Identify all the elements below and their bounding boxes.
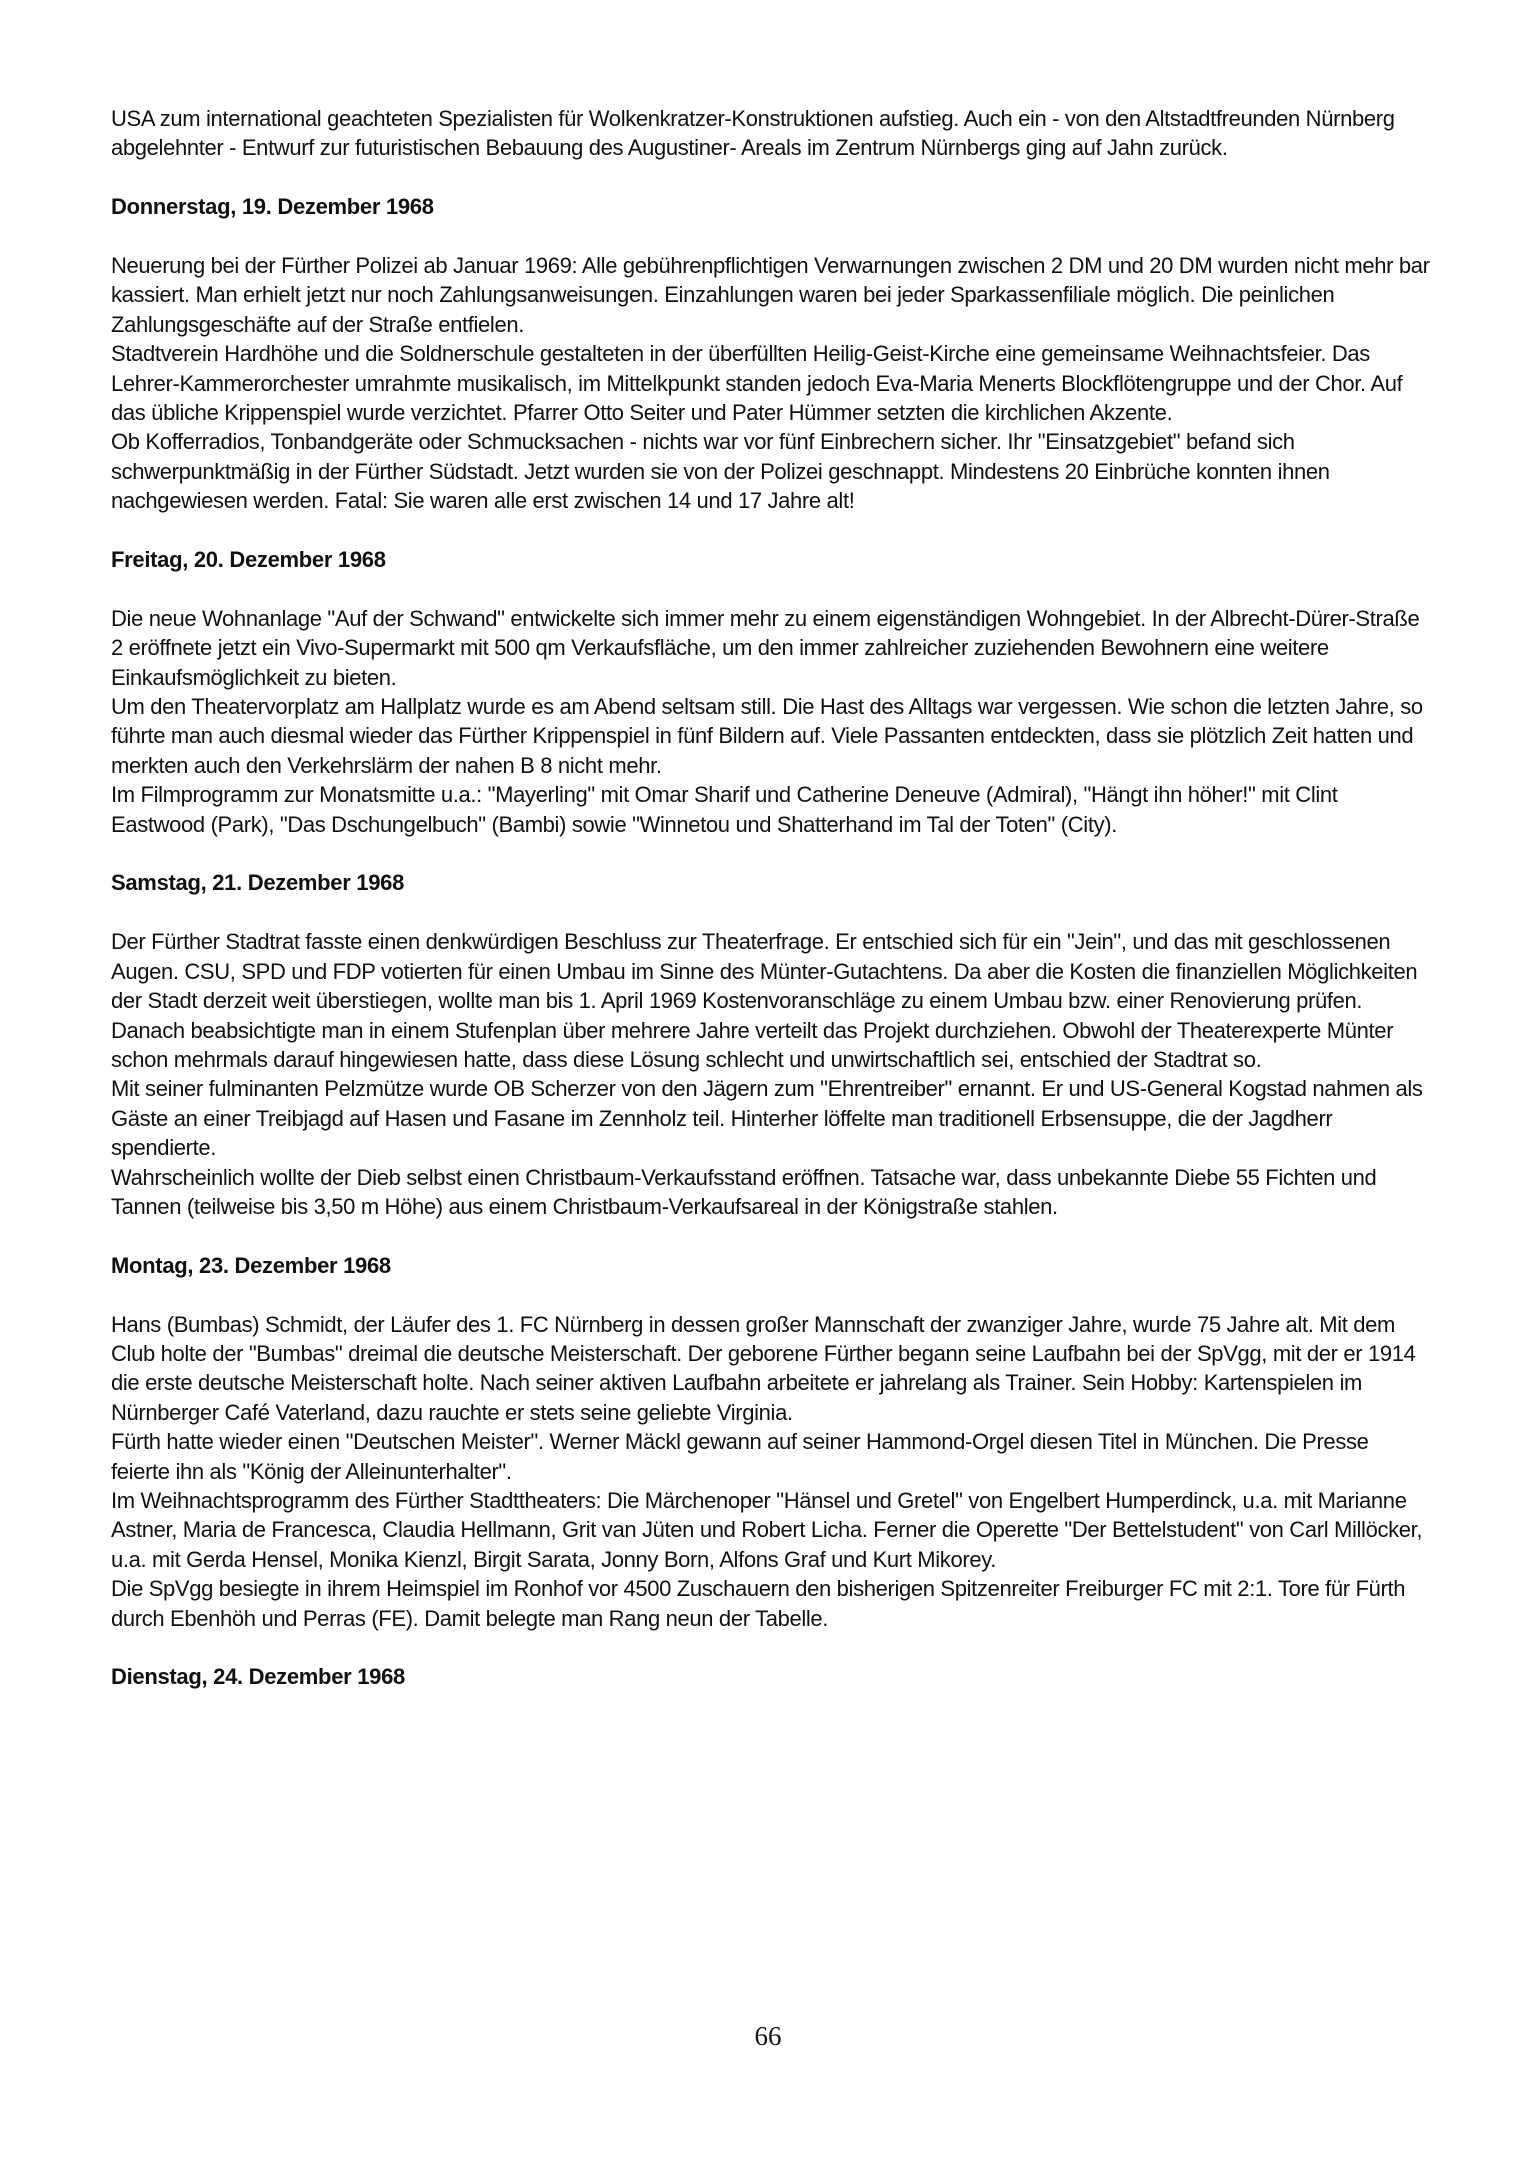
paragraph: Der Fürther Stadtrat fasste einen denkwürdigen Beschluss zur Theaterfrage. Er entschied sich für ein "Jein", und das mit geschlossenen Augen. CSU, SPD und FDP votierten für einen Umbau im Sinne des Münter-Gutachtens. Da aber die Kosten die finanziellen Möglichkeiten der Stadt derzeit weit überstiegen, wollte man bis 1. April 1969 Kostenvoranschläge zu einem Umbau bzw. einer Renovierung prüfen. Danach beabsichtigte man in einem Stufenplan über mehrere Jahre verteilt das Projekt durchziehen. Obwohl der Theaterexperte Münter schon mehrmals darauf hingewiesen hatte, dass diese Lösung schlecht und unwirtschaftlich sei, entschied der Stadtrat so. (111, 929, 1418, 1072)
paragraph: Im Weihnachtsprogramm des Fürther Stadttheaters: Die Märchenoper "Hänsel und Gretel" von Engelbert Humperdinck, u.a. mit Marianne Astner, Maria de Francesca, Claudia Hellmann, Grit van Jüten und Robert Licha. Ferner die Operette "Der Bettelstudent" von Carl Millöcker, u.a. mit Gerda Hensel, Monika Kienzl, Birgit Sarata, Jonny Born, Alfons Graf und Kurt Mikorey. (111, 1487, 1423, 1572)
section-24-dezember (111, 1662, 1431, 1691)
section-body (111, 604, 1431, 839)
section-body (111, 1310, 1431, 1633)
section-body (111, 927, 1431, 1221)
paragraph: Neuerung bei der Fürther Polizei ab Januar 1969: Alle gebührenpflichtigen Verwarnungen zwischen 2 DM und 20 DM wurden nicht mehr bar kassiert. Man erhielt jetzt nur noch Zahlungsanweisungen. Einzahlungen waren bei jeder Sparkassenfiliale möglich. Die peinlichen Zahlungsgeschäfte auf der Straße entfielen. (111, 253, 1430, 337)
paragraph: Die neue Wohnanlage "Auf der Schwand" entwickelte sich immer mehr zu einem eigenständigen Wohngebiet. In der Albrecht-Dürer-Straße 2 eröffnete jetzt ein Vivo-Supermarkt mit 500 qm Verkaufsfläche, um den immer zahlreicher zuziehenden Bewohnern eine weitere Einkaufsmöglichkeit zu bieten. (111, 605, 1420, 690)
paragraph: Um den Theatervorplatz am Hallplatz wurde es am Abend seltsam still. Die Hast des Alltags war vergessen. Wie schon die letzten Jahre, so führte man auch diesmal wieder das Fürther Krippenspiel in fünf Bildern auf. Viele Passanten entdeckten, dass sie plötzlich Zeit hatten und merkten auch den Verkehrslärm der nahen B 8 nicht mehr. (111, 694, 1423, 778)
date-heading: Dienstag, 24. Dezember 1968 (111, 1664, 405, 1690)
intro-paragraph (111, 104, 1431, 163)
date-heading: Donnerstag, 19. Dezember 1968 (111, 194, 434, 220)
date-heading: Samstag, 21. Dezember 1968 (111, 870, 405, 896)
section-19-dezember (111, 192, 1431, 515)
paragraph: Hans (Bumbas) Schmidt, der Läufer des 1. FC Nürnberg in dessen großer Mannschaft der zwanziger Jahre, wurde 75 Jahre alt. Mit dem Club holte der "Bumbas" dreimal die deutsche Meisterschaft. Der geborene Fürther begann seine Laufbahn bei der SpVgg, mit der er 1914 die erste deutsche Meisterschaft holte. Nach seiner aktiven Laufbahn arbeitete er jahrelang als Trainer. Sein Hobby: Kartenspielen im Nürnberger Café Vaterland, dazu rauchte er stets seine geliebte Virginia. (111, 1311, 1416, 1425)
paragraph: Im Filmprogramm zur Monatsmitte u.a.: "Mayerling" mit Omar Sharif und Catherine Deneuve (Admiral), "Hängt ihn höher!" mit Clint Eastwood (Park), "Das Dschungelbuch" (Bambi) sowie "Winnetou und Shatterhand im Tal der Toten" (City). (111, 782, 1338, 837)
section-21-dezember (111, 868, 1431, 1221)
section-23-dezember (111, 1251, 1431, 1633)
section-20-dezember (111, 545, 1431, 839)
paragraph: Stadtverein Hardhöhe und die Soldnerschule gestalteten in der überfüllten Heilig-Geist-Kirche eine gemeinsame Weihnachtsfeier. Das Lehrer-Kammerorchester umrahmte musikalisch, im Mittelkpunkt standen jedoch Eva-Maria Menerts Blockflötengruppe und der Chor. Auf das übliche Krippenspiel wurde verzichtet. Pfarrer Otto Seiter und Pater Hümmer setzten die kirchlichen Akzente. (111, 341, 1403, 426)
section-body (111, 251, 1431, 516)
paragraph: Die SpVgg besiegte in ihrem Heimspiel im Ronhof vor 4500 Zuschauern den bisherigen Spitzenreiter Freiburger FC mit 2:1. Tore für Fürth durch Ebenhöh und Perras (FE). Damit belegte man Rang neun der Tabelle. (111, 1576, 1406, 1631)
date-heading: Freitag, 20. Dezember 1968 (111, 547, 386, 573)
paragraph: Fürth hatte wieder einen "Deutschen Meister". Werner Mäckl gewann auf seiner Hammond-Orgel diesen Titel in München. Die Presse feierte ihn als "König der Alleinunterhalter". (111, 1429, 1369, 1484)
paragraph: USA zum international geachteten Spezialisten für Wolkenkratzer-Konstruktionen aufstieg. Auch ein - von den Altstadtfreunden Nürnberg abgelehnter - Entwurf zur futuristischen Bebauung des Augustiner- Areals im Zentrum Nürnbergs ging auf Jahn zurück. (111, 106, 1395, 161)
paragraph: Ob Kofferradios, Tonbandgeräte oder Schmucksachen - nichts war vor fünf Einbrechern sicher. Ihr "Einsatzgebiet" befand sich schwerpunktmäßig in der Fürther Südstadt. Jetzt wurden sie von der Polizei geschnappt. Mindestens 20 Einbrüche konnten ihnen nachgewiesen werden. Fatal: Sie waren alle erst zwischen 14 und 17 Jahre alt! (111, 429, 1330, 514)
paragraph: Wahrscheinlich wollte der Dieb selbst einen Christbaum-Verkaufsstand eröffnen. Tatsache war, dass unbekannte Diebe 55 Fichten und Tannen (teilweise bis 3,50 m Höhe) aus einem Christbaum-Verkaufsareal in der Königstraße stahlen. (111, 1164, 1377, 1219)
document-page (111, 104, 1431, 1721)
paragraph: Mit seiner fulminanten Pelzmütze wurde OB Scherzer von den Jägern zum "Ehrentreiber" ernannt. Er und US-General Kogstad nahmen als Gäste an einer Treibjagd auf Hasen und Fasane im Zennholz teil. Hinterher löffelte man traditionell Erbsensuppe, die der Jagdherr spendierte. (111, 1076, 1423, 1161)
page-number: 66 (754, 2021, 782, 2051)
date-heading: Montag, 23. Dezember 1968 (111, 1252, 391, 1278)
